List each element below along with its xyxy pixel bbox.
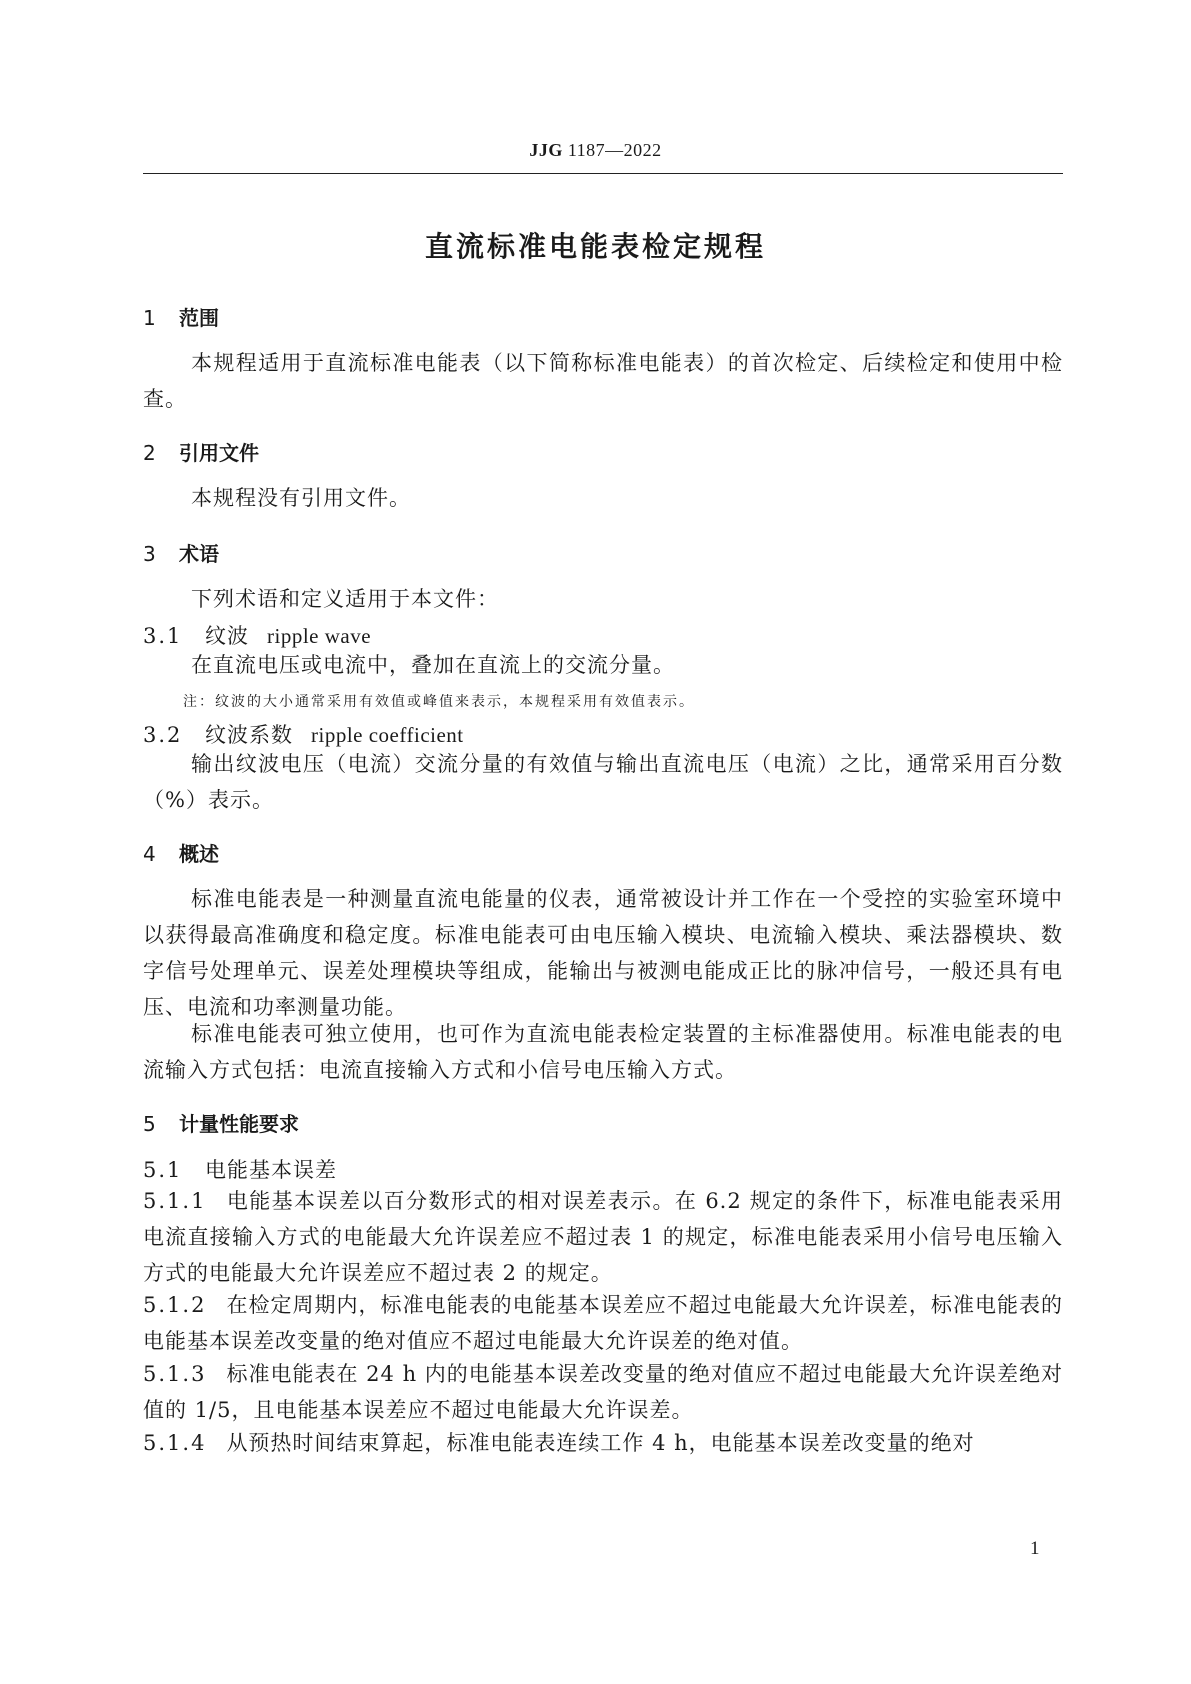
clause-number: 5.1.3 <box>143 1362 207 1386</box>
clause-text: 电能基本误差以百分数形式的相对误差表示。在 6.2 规定的条件下，标准电能表采用电流直接输入方式的电能最大允许误差应不超过表 1 的规定，标准电能表采用小信号电压输入方式的电能最大允许误差应不超过表 2 的规定。 <box>143 1189 1063 1285</box>
clause-5-1-3 <box>143 1356 1063 1428</box>
clause-5-1 <box>143 1154 337 1184</box>
document-title: 直流标准电能表检定规程 <box>424 230 766 263</box>
section-2-heading <box>143 437 259 466</box>
section-title: 概述 <box>179 842 219 866</box>
section-1-heading <box>143 302 219 331</box>
code-number: 1187—2022 <box>567 140 662 160</box>
section-1-paragraph: 本规程适用于直流标准电能表（以下简称标准电能表）的首次检定、后续检定和使用中检查。 <box>143 351 1063 411</box>
clause-number: 5.1.4 <box>143 1431 207 1455</box>
term-zh: 纹波 <box>205 624 249 648</box>
clause-text: 从预热时间结束算起，标准电能表连续工作 4 h，电能基本误差改变量的绝对 <box>226 1431 975 1455</box>
term-number: 3.2 <box>143 723 183 747</box>
page-number: 1 <box>1030 1538 1040 1559</box>
clause-5-1-4 <box>143 1425 1063 1461</box>
section-2-paragraph: 本规程没有引用文件。 <box>191 486 411 510</box>
term-3-1-definition: 在直流电压或电流中，叠加在直流上的交流分量。 <box>191 653 675 677</box>
section-number: 4 <box>143 842 156 866</box>
section-number: 1 <box>143 306 156 330</box>
clause-5-1-2 <box>143 1287 1063 1359</box>
term-number: 3.1 <box>143 624 183 648</box>
section-number: 5 <box>143 1112 156 1136</box>
term-3-1-note: 注：纹波的大小通常采用有效值或峰值来表示，本规程采用有效值表示。 <box>183 694 695 710</box>
header-rule <box>143 173 1063 174</box>
clause-number: 5.1.2 <box>143 1293 207 1317</box>
section-title: 计量性能要求 <box>179 1112 299 1136</box>
standard-code-header <box>0 140 1191 161</box>
clause-title: 电能基本误差 <box>205 1158 337 1182</box>
section-number: 2 <box>143 441 156 465</box>
term-zh: 纹波系数 <box>205 723 293 747</box>
term-en: ripple coefficient <box>311 723 464 747</box>
section-number: 3 <box>143 542 156 566</box>
term-3-2-definition: 输出纹波电压（电流）交流分量的有效值与输出直流电压（电流）之比，通常采用百分数（%）表示。 <box>143 752 1063 812</box>
section-3-heading <box>143 538 219 567</box>
clause-text: 标准电能表在 24 h 内的电能基本误差改变量的绝对值应不超过电能最大允许误差绝对值的 1/5，且电能基本误差应不超过电能最大允许误差。 <box>143 1362 1063 1422</box>
code-prefix: JJG <box>529 140 563 160</box>
clause-text: 在检定周期内，标准电能表的电能基本误差应不超过电能最大允许误差，标准电能表的电能基本误差改变量的绝对值应不超过电能最大允许误差的绝对值。 <box>143 1293 1063 1353</box>
section-title: 引用文件 <box>179 441 259 465</box>
clause-5-1-1 <box>143 1183 1063 1291</box>
section-title: 范围 <box>179 306 219 330</box>
section-title: 术语 <box>179 542 219 566</box>
clause-number: 5.1.1 <box>143 1189 207 1213</box>
clause-number: 5.1 <box>143 1158 183 1182</box>
term-en: ripple wave <box>267 624 372 648</box>
section-4-heading <box>143 838 219 867</box>
term-3-1 <box>143 620 371 650</box>
term-3-2 <box>143 719 464 749</box>
section-4-paragraph-2: 标准电能表可独立使用，也可作为直流电能表检定装置的主标准器使用。标准电能表的电流输入方式包括：电流直接输入方式和小信号电压输入方式。 <box>143 1022 1063 1082</box>
section-5-heading <box>143 1108 299 1137</box>
terms-intro: 下列术语和定义适用于本文件： <box>191 587 499 611</box>
section-4-paragraph-1: 标准电能表是一种测量直流电能量的仪表，通常被设计并工作在一个受控的实验室环境中以获得最高准确度和稳定度。标准电能表可由电压输入模块、电流输入模块、乘法器模块、数字信号处理单元、误差处理模块等组成，能输出与被测电能成正比的脉冲信号，一般还具有电压、电流和功率测量功能。 <box>143 887 1063 1019</box>
